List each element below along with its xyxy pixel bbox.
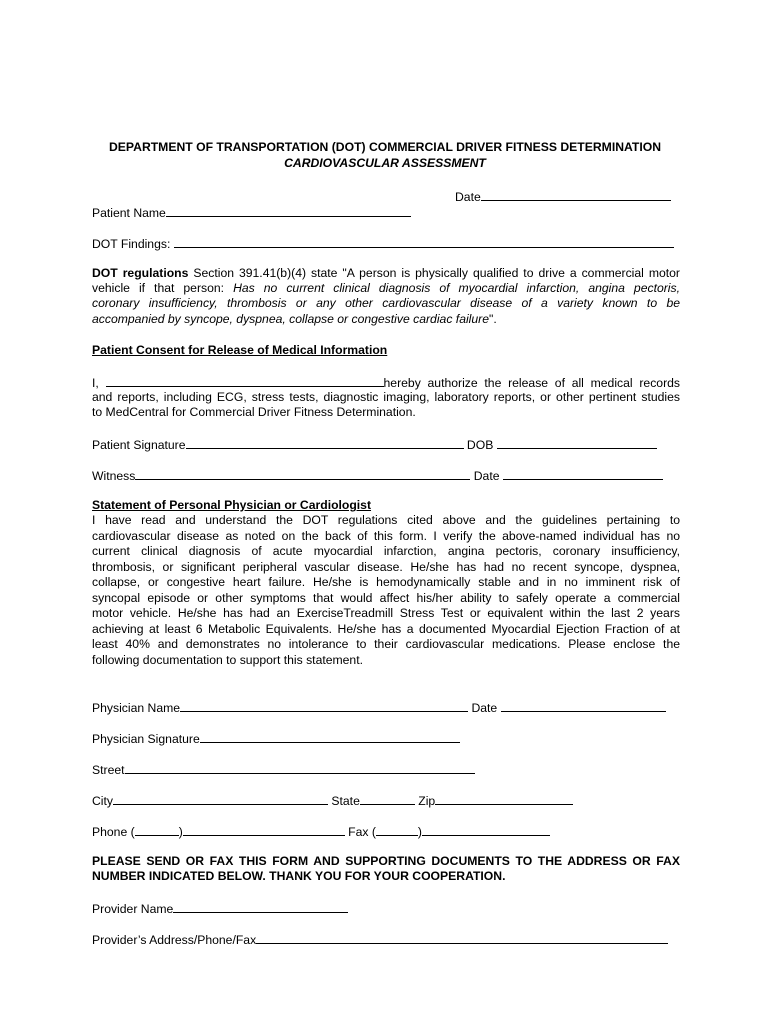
fax-label: Fax ( [348,825,376,839]
statement-line: thrombosis, or significant peripheral vascular disease. He/she has had no recent syncope, dyspnea, [92,560,680,574]
witness-date-label: Date [473,469,500,483]
provider-address-blank[interactable] [256,931,668,944]
provider-name-label: Provider Name [92,902,174,916]
provider-address-field [92,931,668,948]
physician-date-blank[interactable] [501,699,666,712]
statement-line: current clinical diagnosis of acute myocardial infarction, angina pectoris, coronary insufficiency, [92,544,680,558]
state-blank[interactable] [360,792,415,805]
form-subtitle: CARDIOVASCULAR ASSESSMENT [284,156,486,170]
regulations-line-3: coronary insufficiency, thrombosis or any other cardiovascular disease of a variety known to be [92,296,680,310]
dot-findings-label: DOT Findings: [92,237,171,251]
city-blank[interactable] [113,792,328,805]
notice-line-2: NUMBER INDICATED BELOW. THANK YOU FOR YOUR COOPERATION. [92,869,506,883]
zip-blank[interactable] [435,792,573,805]
regulations-line-4: accompanied by syncope, dyspnea, collapse or congestive cardiac failure". [92,312,497,326]
physician-name-field [92,699,666,716]
patient-signature-blank[interactable] [186,436,464,449]
date-field [455,188,671,205]
regulations-line-1: DOT regulations Section 391.41(b)(4) state "A person is physically qualified to drive a commercial motor [92,266,680,280]
phone-area-blank[interactable] [135,823,179,836]
dot-findings-blank[interactable] [174,235,674,248]
statement-line: least 40% and demonstrates no intolerance to their cardiovascular medications. Please enclose the [92,637,680,651]
statement-line: I have read and understand the DOT regulations cited above and the guidelines pertaining to [92,513,680,527]
state-label: State [331,794,360,808]
statement-heading: Statement of Personal Physician or Cardiologist [92,498,372,512]
regulations-label: DOT regulations [92,266,189,280]
street-label: Street [92,763,125,777]
consent-name-blank[interactable] [106,374,384,387]
statement-line: achieving at least 6 Metabolic Equivalents. He/she has a documented Myocardial Ejection Fraction of at [92,622,680,636]
dob-blank[interactable] [497,436,657,449]
statement-line: syncopal episode or other symptoms that would affect his/her ability to safely operate a commercial [92,591,680,605]
phone-number-blank[interactable] [183,823,345,836]
consent-line-1: I, hereby authorize the release of all medical records [92,376,681,390]
provider-name-field [92,900,348,917]
date-label: Date [455,190,481,204]
statement-line: collapse, or congestive heart failure. He/she is hemodynamically stable and in no imminent risk of [92,575,680,589]
physician-signature-blank[interactable] [200,730,460,743]
statement-line: motor vehicle. He/she has had an ExerciseTreadmill Stress Test or equivalent within the last 2 years [92,606,680,620]
street-field [92,761,475,778]
city-state-zip-field [92,792,573,809]
statement-line: cardiovascular disease as noted on the back of this form. I verify the above-named individual has no [92,529,680,543]
regulations-line-2: vehicle if that person: Has no current clinical diagnosis of myocardial infarction, angina pectoris, [92,281,680,295]
patient-name-blank[interactable] [166,204,411,217]
patient-signature-field [92,436,657,453]
witness-blank[interactable] [135,467,470,480]
physician-signature-label: Physician Signature [92,732,200,746]
provider-name-blank[interactable] [173,900,348,913]
witness-date-blank[interactable] [503,467,663,480]
witness-label: Witness [92,469,136,483]
street-blank[interactable] [125,761,475,774]
patient-signature-label: Patient Signature [92,438,186,452]
physician-name-label: Physician Name [92,701,181,715]
dob-label: DOB [466,438,494,452]
physician-date-label: Date [471,701,498,715]
consent-line-2: and reports, including ECG, stress tests, diagnostic imaging, laboratory reports, or other pertinent studies [92,390,680,404]
physician-signature-field [92,730,460,747]
provider-address-label: Provider’s Address/Phone/Fax [92,933,257,947]
physician-name-blank[interactable] [180,699,468,712]
fax-number-blank[interactable] [422,823,550,836]
date-blank[interactable] [481,188,671,201]
patient-name-label: Patient Name [92,206,166,220]
phone-fax-field: Phone ( ) Fax ( ) [92,823,550,840]
dot-findings-field [92,235,674,252]
fax-area-blank[interactable] [376,823,418,836]
patient-name-field [92,204,411,221]
city-label: City [92,794,113,808]
form-title: DEPARTMENT OF TRANSPORTATION (DOT) COMMERCIAL DRIVER FITNESS DETERMINATION [108,140,662,154]
statement-line: following documentation to support this statement. [92,653,363,667]
notice-line-1: PLEASE SEND OR FAX THIS FORM AND SUPPORTING DOCUMENTS TO THE ADDRESS OR FAX [92,854,680,868]
consent-line-3: to MedCentral for Commercial Driver Fitness Determination. [92,405,416,419]
consent-heading: Patient Consent for Release of Medical Information [92,343,388,357]
witness-field [92,467,663,484]
phone-label: Phone ( [92,825,135,839]
zip-label: Zip [418,794,436,808]
